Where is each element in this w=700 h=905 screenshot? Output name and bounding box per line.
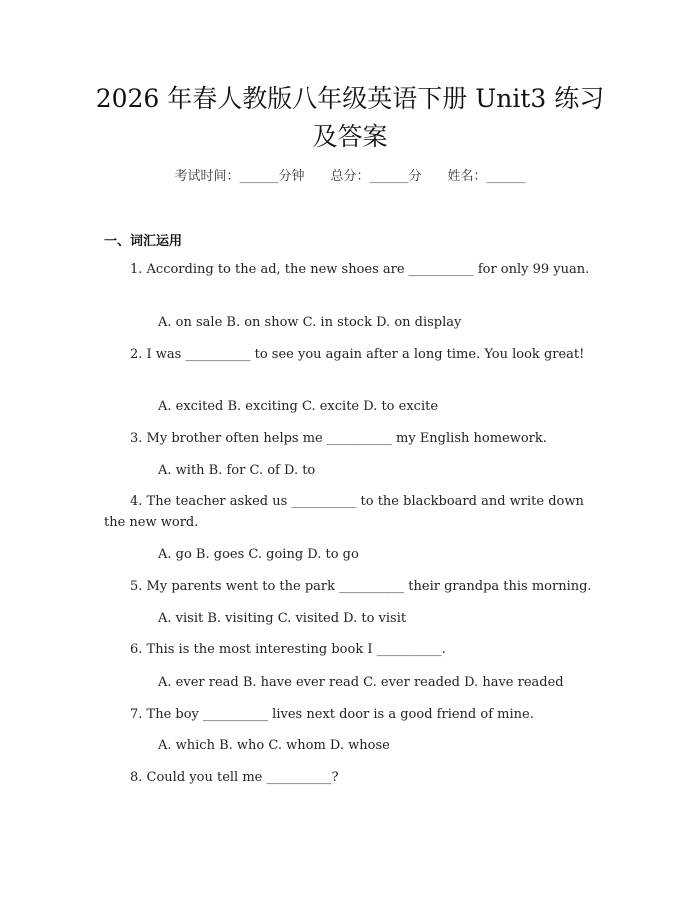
options-4: A. go B. goes C. going D. to go [158,547,359,562]
question-4: 4. The teacher asked us __________ to the blackboard and write down the new word. [104,494,584,530]
options-1: A. on sale B. on show C. in stock D. on display [158,315,462,330]
question-6: 6. This is the most interesting book I __________. [130,642,446,657]
exam-name-field: 姓名：______ [447,169,526,184]
question-3: 3. My brother often helps me __________ my English homework. [130,431,547,446]
options-5: A. visit B. visiting C. visited D. to visit [158,611,407,626]
question-8: 8. Could you tell me __________? [130,770,339,785]
section-title: 一、词汇运用 [104,234,183,249]
question-7: 7. The boy __________ lives next door is a good friend of mine. [130,707,534,722]
exam-total-score: 总分：______分 [330,169,422,184]
question-5: 5. My parents went to the park __________ their grandpa this morning. [130,579,592,594]
options-3: A. with B. for C. of D. to [158,463,316,478]
document-title: 2026 年春人教版八年级英语下册 Unit3 练习及答案 [95,84,605,151]
question-1: 1. According to the ad, the new shoes are __________ for only 99 yuan. [130,262,590,277]
options-7: A. which B. who C. whom D. whose [158,738,390,753]
options-2: A. excited B. exciting C. excite D. to excite [158,399,439,414]
options-6: A. ever read B. have ever read C. ever readed D. have readed [158,675,564,690]
question-2: 2. I was __________ to see you again after a long time. You look great! [130,347,585,362]
exam-meta [0,166,700,188]
exam-time: 考试时间：______分钟 [174,169,305,184]
